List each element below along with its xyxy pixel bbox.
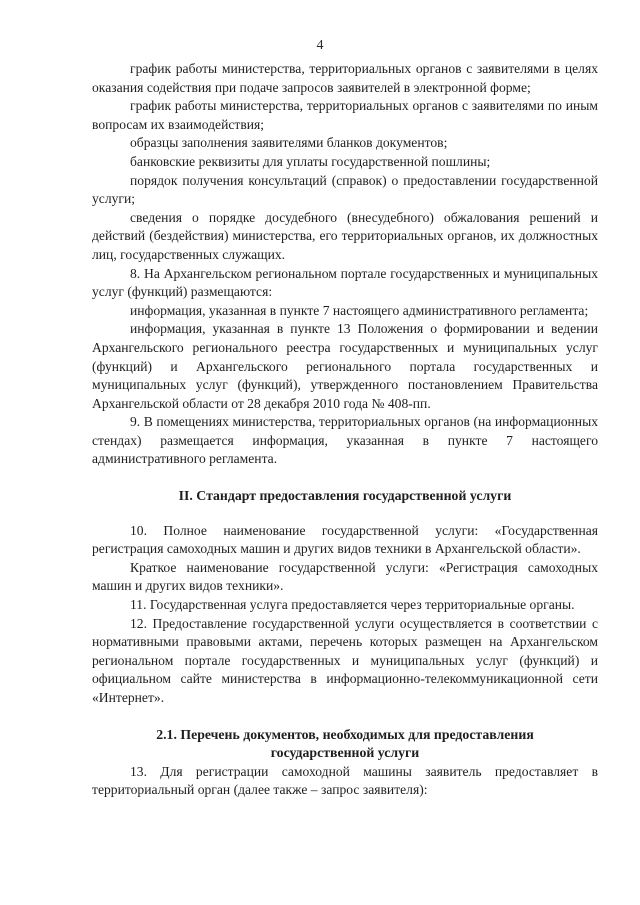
paragraph-item-9: 9. В помещениях министерства, территориальных органов (на информационных стендах) размещается информация, указанная в пункте 7 настоящего административного регламента.: [92, 414, 598, 467]
paragraph-schedule-other: график работы министерства, территориальных органов с заявителями по иным вопросам их взаимодействия;: [92, 98, 598, 132]
subsection-heading-line-2: государственной услуги: [270, 745, 420, 761]
subsection-heading: [92, 726, 598, 763]
paragraph-item-13: 13. Для регистрации самоходной машины заявитель предоставляет в территориальный орган (далее также – запрос заявителя):: [92, 763, 598, 798]
paragraph-sample-forms: образцы заполнения заявителями бланков документов;: [130, 135, 448, 151]
page-number: 4: [316, 38, 324, 53]
paragraph-bank-details: банковские реквизиты для уплаты государственной пошлины;: [130, 153, 491, 169]
document-body: [92, 60, 598, 800]
paragraph-item-12: 12. Предоставление государственной услуги осуществляется в соответствии с нормативными правовыми актами, перечень которых размещен на Архангельском региональном портале государственных и муниципальных услуг (функций) и официальном сайте министерства в информационно-телекоммуникационной сети «Интернет».: [92, 615, 598, 705]
paragraph-schedule-electronic: график работы министерства, территориальных органов с заявителями в целях оказания содействия при подаче запросов заявителей в электронной форме;: [92, 61, 598, 95]
paragraph-info-item-7: информация, указанная в пункте 7 настоящего административного регламента;: [130, 302, 589, 318]
paragraph-item-8: 8. На Архангельском региональном портале государственных и муниципальных услуг (функций) размещаются:: [92, 265, 598, 300]
paragraph-item-10: 10. Полное наименование государственной услуги: «Государственная регистрация самоходных машин и других видов техники в Архангельской области».: [92, 522, 598, 557]
section-heading: II. Стандарт предоставления государственной услуги: [178, 488, 512, 504]
paragraph-consultation-procedure: порядок получения консультаций (справок) о предоставлении государственной услуги;: [92, 172, 598, 207]
subsection-heading-line-1: 2.1. Перечень документов, необходимых для предоставления: [156, 726, 534, 742]
paragraph-short-name: Краткое наименование государственной услуги: «Регистрация самоходных машин и других видов техники».: [92, 559, 598, 594]
paragraph-item-11: 11. Государственная услуга предоставляется через территориальные органы.: [130, 597, 575, 613]
paragraph-info-item-13: информация, указанная в пункте 13 Положения о формировании и ведении Архангельского регионального реестра государственных и муниципальных услуг (функций) и Архангельского регионального портала государственных и муниципальных услуг (функций), утвержденного постановлением Правительства Архангельской области от 28 декабря 2010 года № 408-пп.: [92, 321, 598, 411]
paragraph-appeal-procedure: сведения о порядке досудебного (внесудебного) обжалования решений и действий (бездействия) министерства, его территориальных органов, их должностных лиц, государственных служащих.: [92, 209, 598, 262]
